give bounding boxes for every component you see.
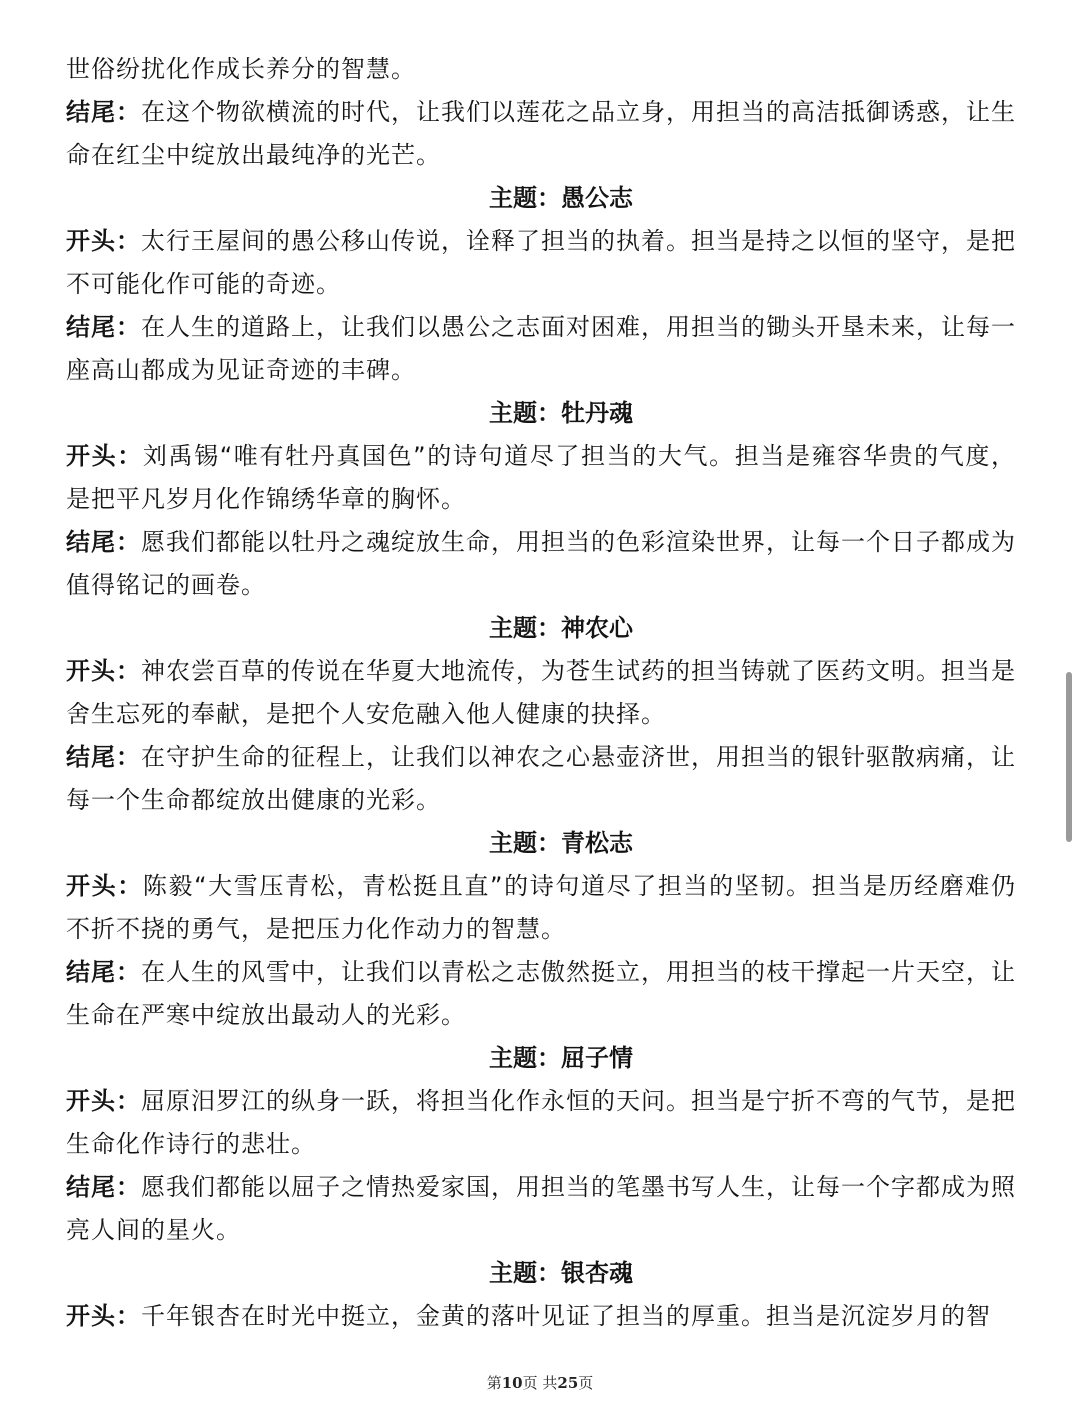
theme-heading: 主题：屈子情 (489, 1044, 633, 1072)
paragraph-opening (66, 435, 1016, 521)
paragraph-text: 愿我们都能以屈子之情热爱家国，用担当的笔墨书写人生，让每一个字都成为照亮人间的星火。 (66, 1173, 1016, 1244)
paragraph-ending (66, 91, 1016, 177)
opening-label: 开头： (66, 657, 141, 685)
scrollbar-thumb[interactable] (1066, 672, 1072, 842)
paragraph-text: 神农尝百草的传说在华夏大地流传，为苍生试药的担当铸就了医药文明。担当是舍生忘死的奉献，是把个人安危融入他人健康的抉择。 (66, 657, 1016, 728)
theme-heading: 主题：愚公志 (489, 184, 633, 212)
opening-label: 开头： (66, 872, 143, 900)
footer-prefix: 第 (486, 1374, 502, 1392)
paragraph-text: 屈原汨罗江的纵身一跃，将担当化作永恒的天问。担当是宁折不弯的气节，是把生命化作诗行的悲壮。 (66, 1087, 1016, 1158)
paragraph-ending (66, 521, 1016, 607)
paragraph-opening (66, 650, 1016, 736)
ending-label: 结尾： (66, 313, 141, 341)
paragraph-text: 在人生的风雪中，让我们以青松之志傲然挺立，用担当的枝干撑起一片天空，让生命在严寒中绽放出最动人的光彩。 (66, 958, 1016, 1029)
paragraph-ending (66, 306, 1016, 392)
theme-heading: 主题：青松志 (489, 829, 633, 857)
paragraph-text: 在守护生命的征程上，让我们以神农之心悬壶济世，用担当的银针驱散病痛，让每一个生命都绽放出健康的光彩。 (66, 743, 1016, 814)
paragraph-text: 在这个物欲横流的时代，让我们以莲花之品立身，用担当的高洁抵御诱惑，让生命在红尘中绽放出最纯净的光芒。 (66, 98, 1016, 169)
ending-label: 结尾： (66, 743, 141, 771)
current-page-number: 10 (501, 1374, 523, 1392)
paragraph-ending (66, 1166, 1016, 1252)
page-number-footer (0, 1372, 1080, 1393)
paragraph-opening (66, 1080, 1016, 1166)
paragraph-text: 陈毅“大雪压青松，青松挺且直”的诗句道尽了担当的坚韧。担当是历经磨难仍不折不挠的勇气，是把压力化作动力的智慧。 (66, 872, 1016, 943)
paragraph-text: 愿我们都能以牡丹之魂绽放生命，用担当的色彩渲染世界，让每一个日子都成为值得铭记的画卷。 (66, 528, 1016, 599)
opening-label: 开头： (66, 442, 143, 470)
ending-label: 结尾： (66, 98, 141, 126)
paragraph-opening (66, 220, 1016, 306)
paragraph-text: 太行王屋间的愚公移山传说，诠释了担当的执着。担当是持之以恒的坚守，是把不可能化作可能的奇迹。 (66, 227, 1016, 298)
opening-label: 开头： (66, 1087, 141, 1115)
footer-suffix: 页 (578, 1374, 594, 1392)
paragraph-text: 在人生的道路上，让我们以愚公之志面对困难，用担当的锄头开垦未来，让每一座高山都成为见证奇迹的丰碑。 (66, 313, 1016, 384)
paragraph-ending (66, 951, 1016, 1037)
theme-heading: 主题：牡丹魂 (489, 399, 633, 427)
theme-heading: 主题：银杏魂 (489, 1259, 633, 1287)
document-body (66, 48, 1016, 1338)
paragraph-ending (66, 736, 1016, 822)
paragraph-opening (66, 865, 1016, 951)
opening-label: 开头： (66, 227, 141, 255)
paragraph-opening (66, 1295, 1016, 1338)
opening-label: 开头： (66, 1302, 141, 1330)
theme-heading: 主题：神农心 (489, 614, 633, 642)
paragraph-continuation (66, 48, 1016, 91)
ending-label: 结尾： (66, 958, 141, 986)
paragraph-text: 刘禹锡“唯有牡丹真国色”的诗句道尽了担当的大气。担当是雍容华贵的气度，是把平凡岁月化作锦绣华章的胸怀。 (66, 442, 1016, 513)
total-page-number: 25 (557, 1374, 579, 1392)
footer-mid: 页 共 (522, 1374, 558, 1392)
paragraph-text: 世俗纷扰化作成长养分的智慧。 (66, 55, 416, 83)
ending-label: 结尾： (66, 1173, 141, 1201)
ending-label: 结尾： (66, 528, 141, 556)
paragraph-text: 千年银杏在时光中挺立，金黄的落叶见证了担当的厚重。担当是沉淀岁月的智 (141, 1302, 991, 1330)
